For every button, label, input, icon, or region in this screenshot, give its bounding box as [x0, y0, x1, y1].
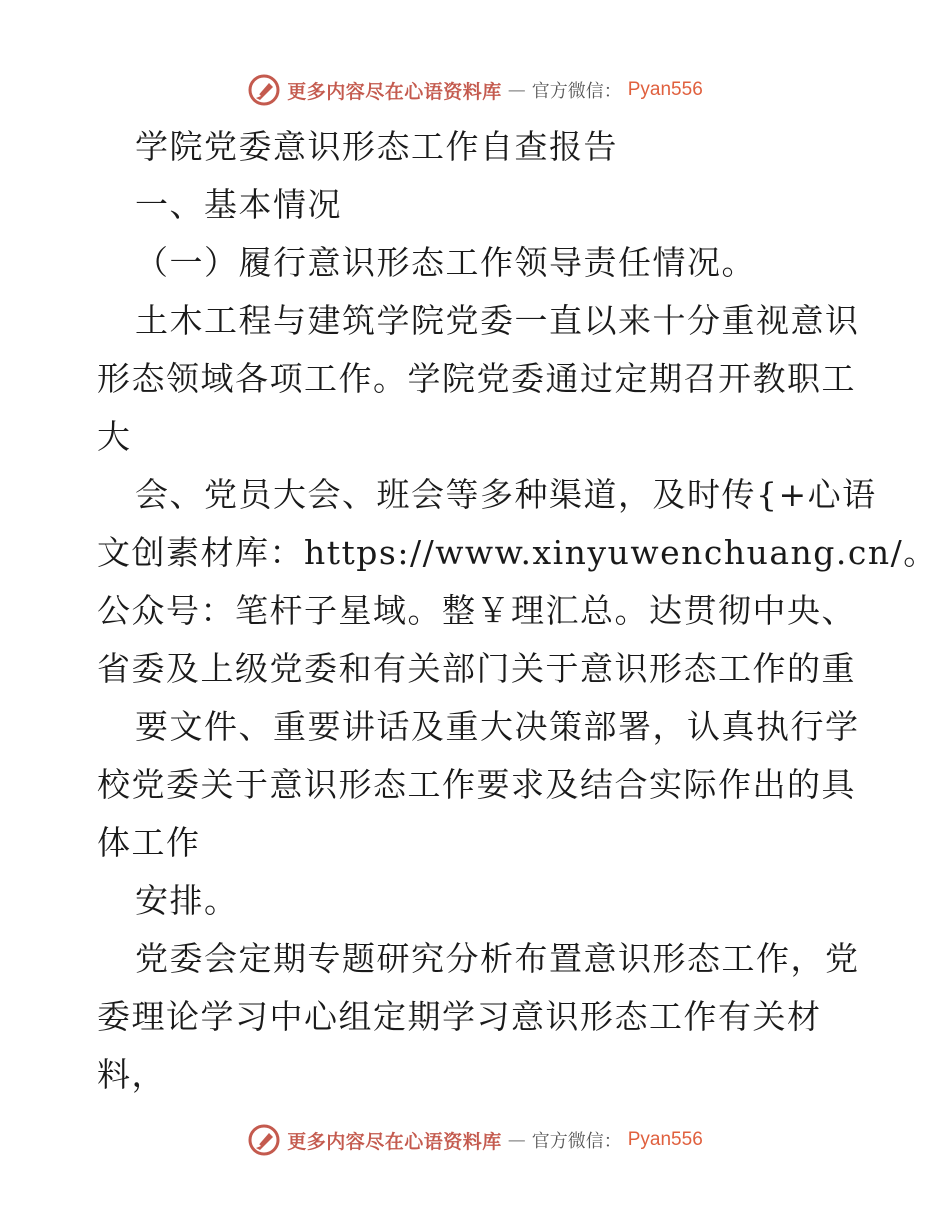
text-line: 形态领域各项工作。学院党委通过定期召开教职工 — [97, 359, 856, 398]
text-line: 委理论学习中心组定期学习意识形态工作有关材 — [97, 997, 822, 1036]
text-line: 要文件、重要讲话及重大决策部署，认真执行学 — [135, 707, 860, 746]
text-line: 公众号：笔杆子星域。整￥理汇总。达贯彻中央、 — [97, 591, 856, 630]
text-line: （一）履行意识形态工作领导责任情况。 — [135, 243, 756, 282]
banner-wechat-label: 官方微信： — [531, 81, 622, 102]
banner-wechat-id: Pyan556 — [627, 1129, 703, 1150]
pen-nib-logo-icon — [247, 73, 281, 107]
text-line: 文创素材库：https://www.xinyuwenchuang.cn/。 — [97, 533, 938, 572]
text-line: 一、基本情况 — [135, 185, 342, 224]
banner-slogan: 更多内容尽在心语资料库 — [287, 80, 502, 103]
text-line: 土木工程与建筑学院党委一直以来十分重视意识 — [135, 301, 860, 340]
header-banner — [0, 70, 950, 110]
text-line: 大 — [97, 417, 132, 456]
text-line: 省委及上级党委和有关部门关于意识形态工作的重 — [97, 649, 856, 688]
banner-wechat-label: 官方微信： — [531, 1131, 622, 1152]
text-line: 会、党员大会、班会等多种渠道，及时传{+心语 — [135, 475, 877, 514]
text-line: 安排。 — [135, 881, 239, 920]
banner-separator: — — [507, 79, 526, 101]
text-line: 校党委关于意识形态工作要求及结合实际作出的具 — [97, 765, 856, 804]
banner-wechat-id: Pyan556 — [627, 79, 703, 100]
text-line: 党委会定期专题研究分析布置意识形态工作，党 — [135, 939, 860, 978]
text-line: 学院党委意识形态工作自查报告 — [135, 127, 618, 166]
banner-slogan: 更多内容尽在心语资料库 — [287, 1130, 502, 1153]
text-line: 料， — [97, 1055, 166, 1094]
text-line: 体工作 — [97, 823, 201, 862]
banner-separator: — — [507, 1129, 526, 1151]
footer-banner — [0, 1120, 950, 1160]
document-body — [97, 118, 938, 1104]
pen-nib-logo-icon — [247, 1123, 281, 1157]
